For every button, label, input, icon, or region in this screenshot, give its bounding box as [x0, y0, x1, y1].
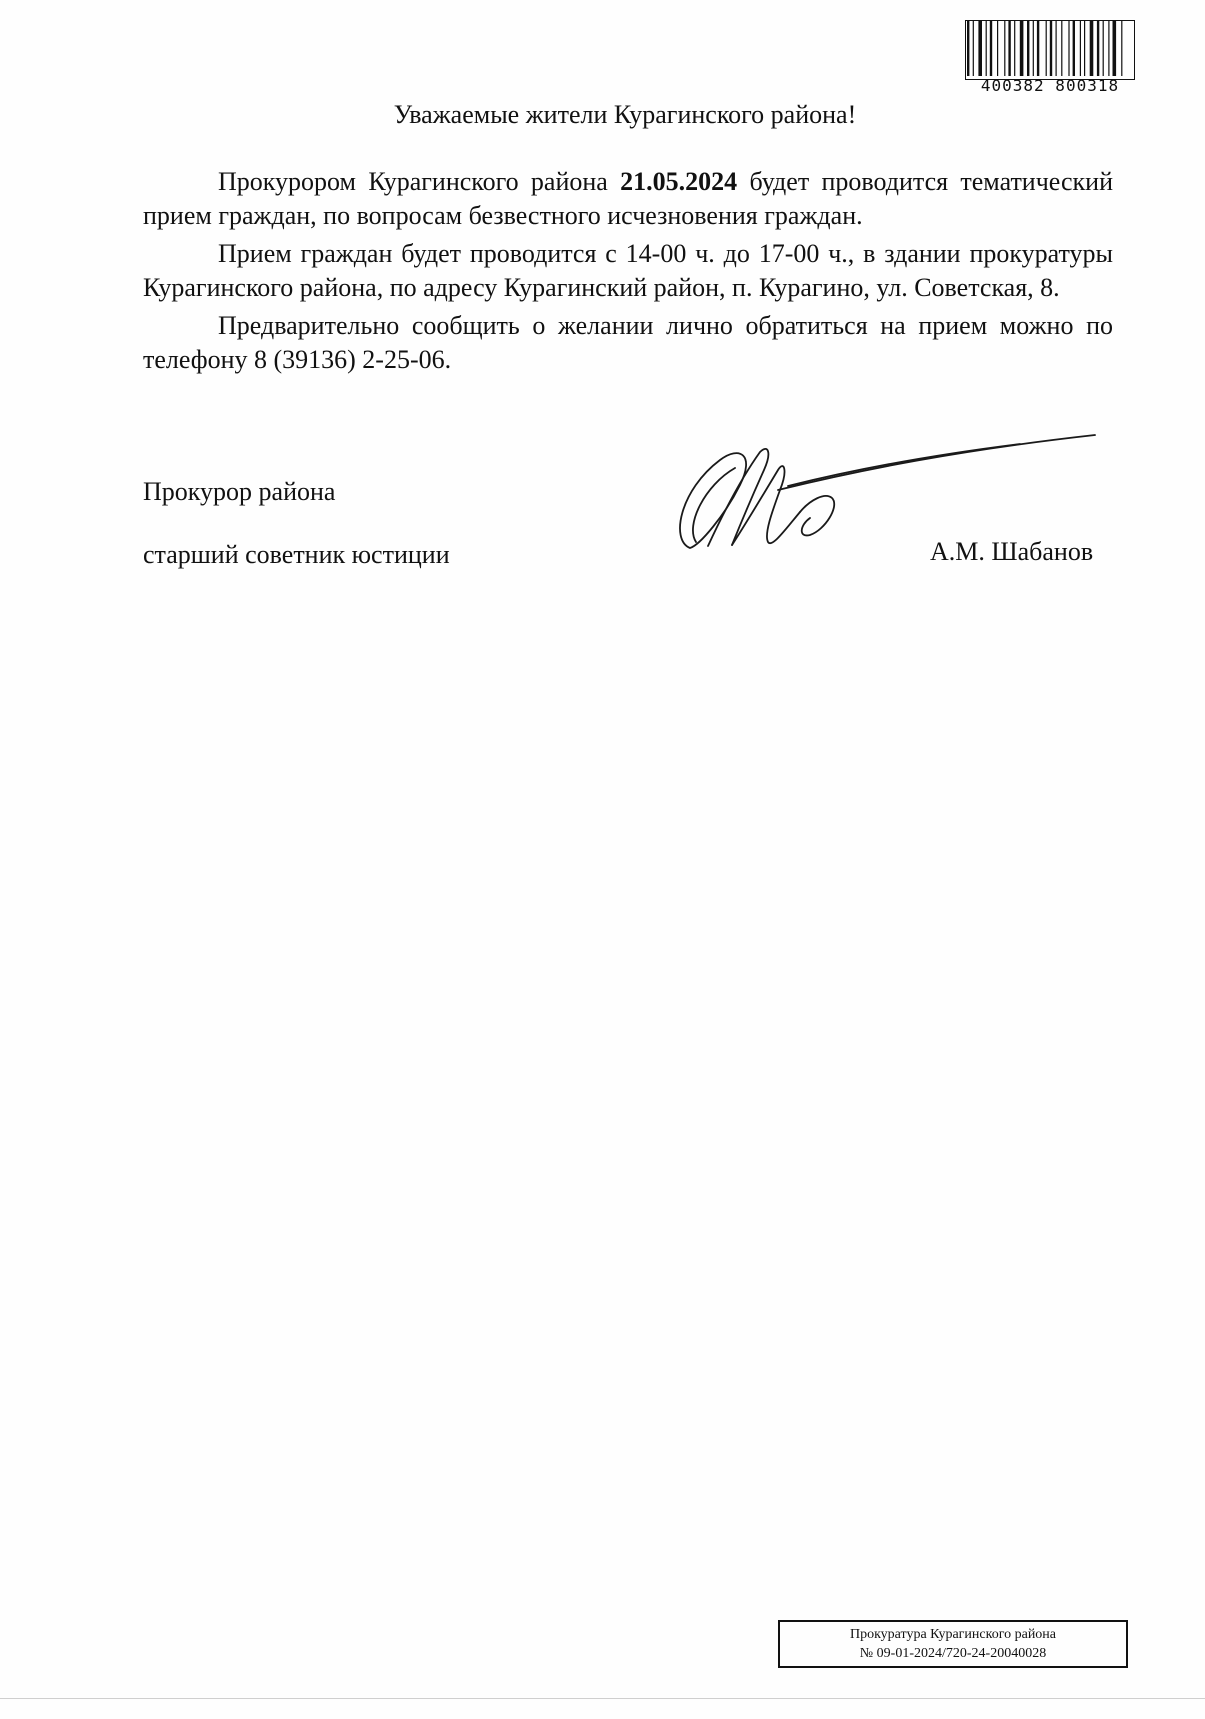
barcode-number: 400382 800318	[980, 76, 1120, 95]
registration-stamp	[778, 1620, 1128, 1668]
barcode	[965, 20, 1135, 95]
barcode-bars	[965, 20, 1135, 80]
registration-number: № 09-01-2024/720-24-20040028	[859, 1646, 1047, 1661]
page-bottom-edge	[0, 1698, 1205, 1699]
signatory-name: А.М. Шабанов	[930, 537, 1094, 566]
handwritten-signature	[660, 430, 1100, 565]
paragraph-announcement-rest: будет проводится тематический прием граждан, по вопросам безвестного исчезновения граждан.	[143, 167, 1113, 230]
paragraph-announcement	[143, 165, 1113, 233]
paragraph-time-place: Прием граждан будет проводится с 14-00 ч. до 17-00 ч., в здании прокуратуры Курагинского района, по адресу Курагинский район, п. Курагино, ул. Советская, 8.	[143, 239, 1113, 302]
signatory-rank: старший советник юстиции	[143, 540, 450, 569]
document-body	[143, 165, 1113, 381]
registration-office: Прокуратура Курагинского района	[849, 1627, 1057, 1642]
paragraph-announcement-lead: Прокурором Курагинского района	[218, 167, 621, 196]
document-heading: Уважаемые жители Курагинского района!	[393, 100, 857, 129]
reception-date: 21.05.2024	[620, 167, 738, 196]
paragraph-phone: Предварительно сообщить о желании лично обратиться на прием можно по телефону 8 (39136) 2-25-06.	[143, 311, 1113, 374]
signatory-title: Прокурор района	[143, 477, 336, 506]
